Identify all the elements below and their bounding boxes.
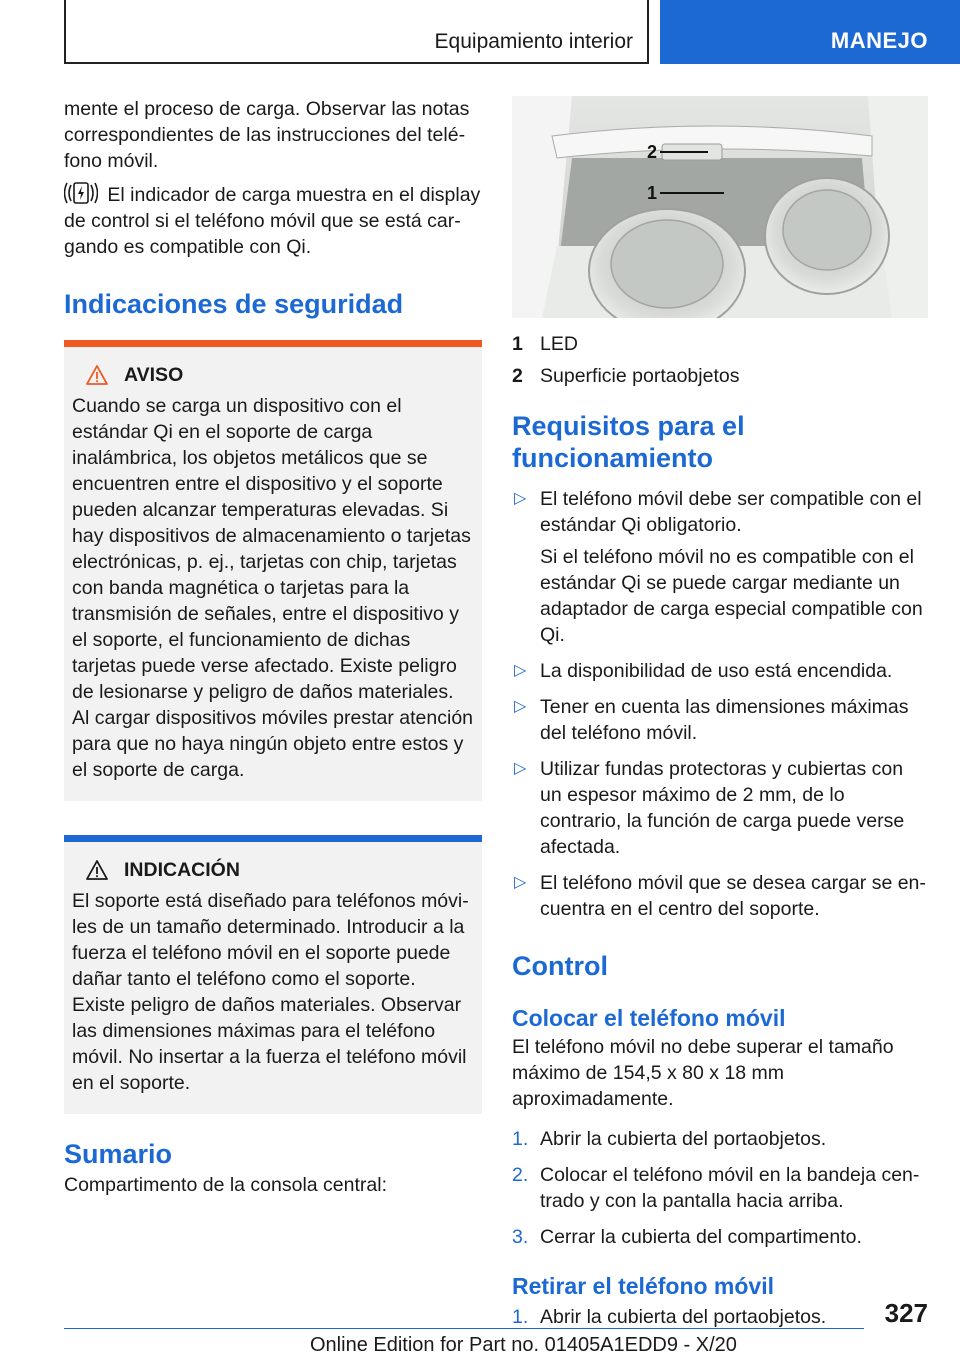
warning-triangle-icon	[86, 365, 108, 385]
warning-body: Cuando se carga un dispositivo con el estándar Qi en el soporte de carga inalámbrica, los objetos metálicos que se encuentren entre el dispositivo y el soporte pueden alcanzar temperaturas elevadas. Si hay dispositivos de almacenamiento o tarjetas electrónicas, p. ej., tarjetas con chip, tarjetas con banda magnética o tarjetas para la transmisión de señales, entre el dispositivo y el soporte, el funcionamiento de dichas tarjetas puede verse afectado. Existe peligro de lesionarse y peligro de daños materiales. Al cargar dispositivos móviles prestar atención para que no haya ningún objeto entre estos y el soporte de carga.	[72, 395, 474, 781]
bullet-triangle-icon: ▷	[514, 662, 527, 679]
safety-heading: Indicaciones de seguridad	[64, 289, 404, 319]
remove-steps	[512, 1304, 928, 1330]
bullet-triangle-icon: ▷	[514, 760, 527, 777]
step-item: 2. Colocar el teléfono móvil en la bandeja centrado y con la pantalla hacia arriba.	[512, 1164, 920, 1212]
place-steps	[512, 1126, 928, 1250]
callout-2: 2	[647, 142, 658, 162]
step-item: 3. Cerrar la cubierta del compartimento.	[512, 1226, 862, 1248]
notice-body: El soporte está diseñado para teléfonos móviles de un tamaño determinado. Introducir a la fuerza el teléfono móvil en el soporte puede dañar tanto el teléfono como el soporte. Existe peligro de daños materiales. Observar las dimensiones máximas para el teléfono móvil. No insertar a la fuerza el teléfono móvil en el soporte.	[72, 890, 469, 1094]
wireless-charging-icon	[64, 180, 98, 206]
place-phone-heading: Colocar el teléfono móvil	[512, 1005, 786, 1031]
console-illustration	[512, 96, 928, 318]
intro-paragraph: mente el proceso de carga. Observar las notas correspondientes de las instrucciones del teléfono móvil.	[64, 98, 470, 172]
control-heading: Control	[512, 951, 608, 981]
legend-item: 1 LED	[512, 333, 578, 355]
remove-phone-heading: Retirar el teléfono móvil	[512, 1273, 775, 1299]
charge-indicator-text: El indicador de carga muestra en el display de control si el teléfono móvil que se está cargando es compatible con Qi.	[64, 184, 481, 258]
figure-legend	[512, 328, 928, 392]
requirements-list	[512, 486, 928, 922]
bullet-triangle-icon: ▷	[514, 490, 527, 507]
edition-footer: Online Edition for Part no. 01405A1EDD9 - X/20	[310, 1334, 737, 1356]
bullet-triangle-icon: ▷	[514, 874, 527, 891]
list-item: ▷ Tener en cuenta las dimensiones máximas del teléfono móvil.	[514, 696, 909, 744]
console-compartment-image	[512, 96, 928, 318]
list-item: ▷ El teléfono móvil que se desea cargar se encuentra en el centro del soporte.	[514, 872, 926, 920]
step-item: 1. Abrir la cubierta del portaobjetos.	[512, 1306, 827, 1328]
left-column	[64, 96, 482, 1198]
list-item-note: Si el teléfono móvil no es compatible con el estándar Qi se puede cargar mediante un adaptador de carga especial compatible con Qi.	[540, 546, 923, 646]
requirements-heading: Requisitos para el funcionamiento	[512, 411, 745, 473]
footer-divider	[64, 1328, 864, 1329]
page-number: 327	[884, 1298, 928, 1328]
legend-item: 2 Superficie portaobjetos	[512, 365, 740, 387]
section-title: Equipamiento interior	[434, 30, 633, 53]
bullet-triangle-icon: ▷	[514, 698, 527, 715]
chapter-tab-label: MANEJO	[830, 28, 928, 53]
notice-box	[64, 835, 482, 1114]
notice-triangle-icon	[86, 860, 108, 880]
summary-heading: Sumario	[64, 1139, 173, 1169]
place-phone-text: El teléfono móvil no debe superar el tamaño máximo de 154,5 x 80 x 18 mm aproximadamente.	[512, 1036, 894, 1110]
warning-box	[64, 340, 482, 801]
step-item: 1. Abrir la cubierta del portaobjetos.	[512, 1128, 827, 1150]
charge-indicator-paragraph	[64, 180, 482, 260]
header-section-box	[64, 0, 649, 64]
chapter-tab[interactable]	[660, 0, 960, 64]
warning-title: AVISO	[124, 363, 184, 386]
right-column	[512, 96, 928, 1330]
list-item: ▷ La disponibilidad de uso está encendida.	[514, 660, 893, 682]
list-item: ▷ Utilizar fundas protectoras y cubiertas con un espesor máximo de 2 mm, de lo contrario, la función de carga puede verse afectada.	[514, 758, 905, 858]
list-item: ▷ El teléfono móvil debe ser compatible con el estándar Qi obligatorio.	[514, 488, 922, 536]
summary-text: Compartimento de la consola central:	[64, 1174, 387, 1196]
callout-1: 1	[647, 183, 658, 203]
notice-title: INDICACIÓN	[124, 858, 240, 881]
